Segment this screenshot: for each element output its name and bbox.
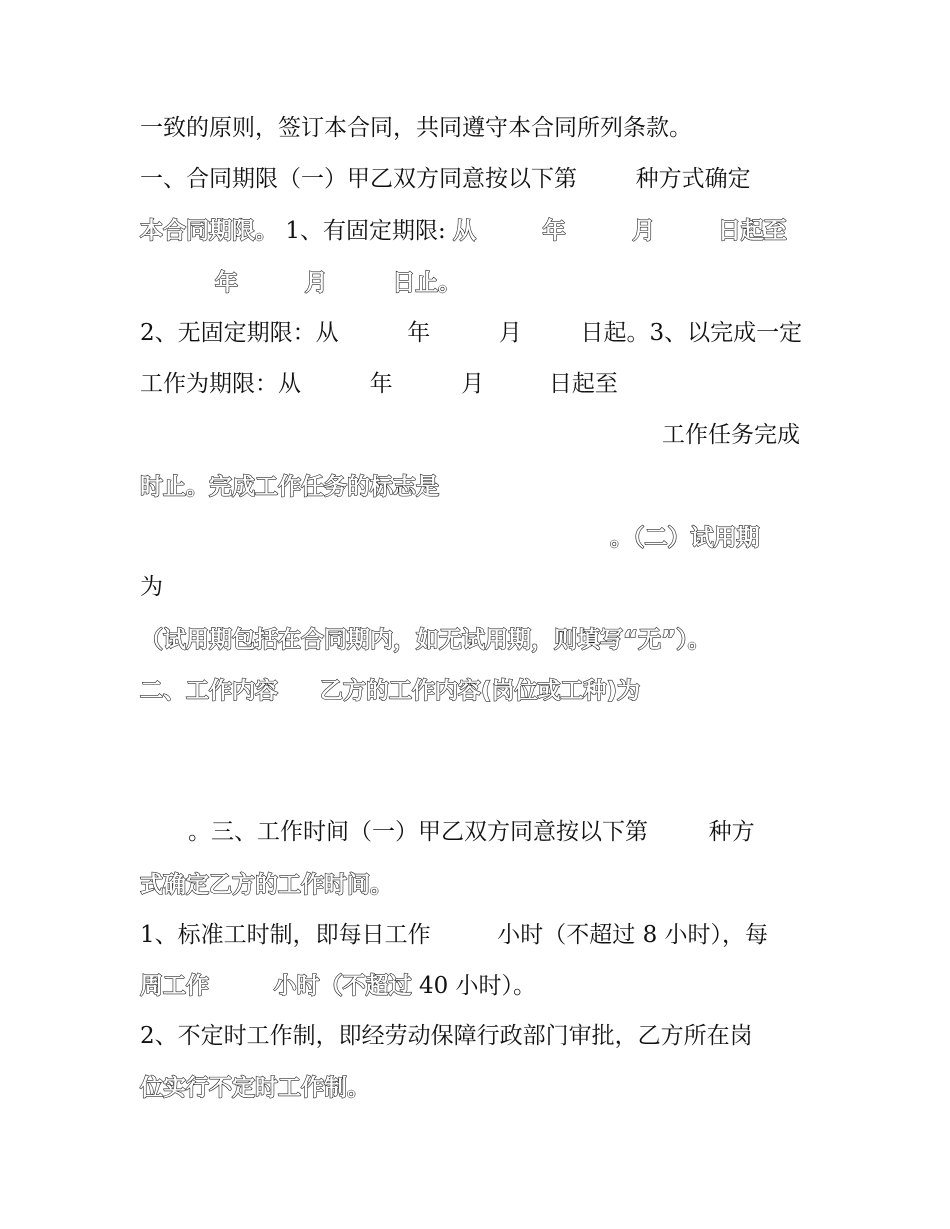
line-15-text-b: 小时（不超过 8 小时），每 <box>497 922 769 948</box>
line-3-text-e: 月 <box>632 218 656 244</box>
text-line-18 <box>140 1073 370 1103</box>
line-6-text-b: 年 <box>369 371 393 397</box>
line-6-text-c: 月 <box>461 371 485 397</box>
text-line-5 <box>140 318 802 348</box>
line-9-text: 。（二）试用期 <box>610 525 760 551</box>
text-line-7 <box>662 420 800 450</box>
line-10-text: 为 <box>140 574 163 600</box>
line-3-text-b: 1、有固定期限: <box>285 218 446 244</box>
text-line-17 <box>140 1021 753 1051</box>
line-8-text: 时止。完成工作任务的标志是 <box>140 474 439 500</box>
text-line-13 <box>188 817 755 847</box>
line-12-text-a: 二、工作内容 <box>140 678 278 704</box>
line-5-text-b: 年 <box>407 320 431 346</box>
line-5-text-d: 日起。3、以完成一定 <box>580 320 803 346</box>
line-13-text-a: 。三、工作时间（一）甲乙双方同意按以下第 <box>188 819 648 845</box>
text-line-8 <box>140 472 439 502</box>
text-line-12 <box>140 676 640 706</box>
line-2-text: 一、合同期限（一）甲乙双方同意按以下第 <box>140 166 577 192</box>
text-line-4 <box>215 268 461 298</box>
text-line-3 <box>140 216 787 246</box>
line-3-text-f: 日起至 <box>717 218 787 244</box>
line-16-text-b: 小时（不超过 <box>273 973 412 999</box>
line-1-text: 一致的原则，签订本合同，共同遵守本合同所列条款。 <box>140 115 692 141</box>
line-5-text-a: 2、无固定期限：从 <box>140 320 339 346</box>
line-4-text-c: 日止。 <box>392 270 462 296</box>
text-line-15 <box>140 920 768 950</box>
text-line-10 <box>140 572 163 602</box>
line-18-text: 位实行不定时工作制。 <box>140 1075 370 1101</box>
text-line-16 <box>140 971 536 1001</box>
line-5-text-c: 月 <box>498 320 522 346</box>
text-line-9 <box>610 523 760 553</box>
line-6-text-d: 日起至 <box>548 371 618 397</box>
text-line-2 <box>140 164 751 194</box>
line-15-text-a: 1、标准工时制，即每日工作 <box>140 922 431 948</box>
line-11-text: （试用期包括在合同期内，如无试用期，则填写“无”）。 <box>140 627 711 653</box>
text-line-6 <box>140 369 618 399</box>
line-13-text-b: 种方 <box>708 819 755 845</box>
text-line-11 <box>140 625 711 655</box>
line-12-text-b: 乙方的工作内容(岗位或工种)为 <box>320 678 641 704</box>
line-3-text-a: 本合同期限。 <box>140 218 278 244</box>
line-14-text: 式确定乙方的工作时间。 <box>140 872 393 898</box>
text-line-14 <box>140 870 393 900</box>
line-7-text: 工作任务完成 <box>662 422 800 448</box>
text-line-1 <box>140 113 692 143</box>
line-4-text-b: 月 <box>304 270 328 296</box>
line-16-text-c: 40 小时）。 <box>418 973 537 999</box>
line-2-text-b: 种方式确定 <box>635 166 751 192</box>
line-16-text-a: 周工作 <box>140 973 209 999</box>
line-4-text-a: 年 <box>215 270 238 296</box>
line-3-text-d: 年 <box>542 218 566 244</box>
line-3-text-c: 从 <box>453 218 477 244</box>
line-17-text: 2、不定时工作制，即经劳动保障行政部门审批，乙方所在岗 <box>140 1023 753 1049</box>
line-6-text-a: 工作为期限：从 <box>140 371 301 397</box>
